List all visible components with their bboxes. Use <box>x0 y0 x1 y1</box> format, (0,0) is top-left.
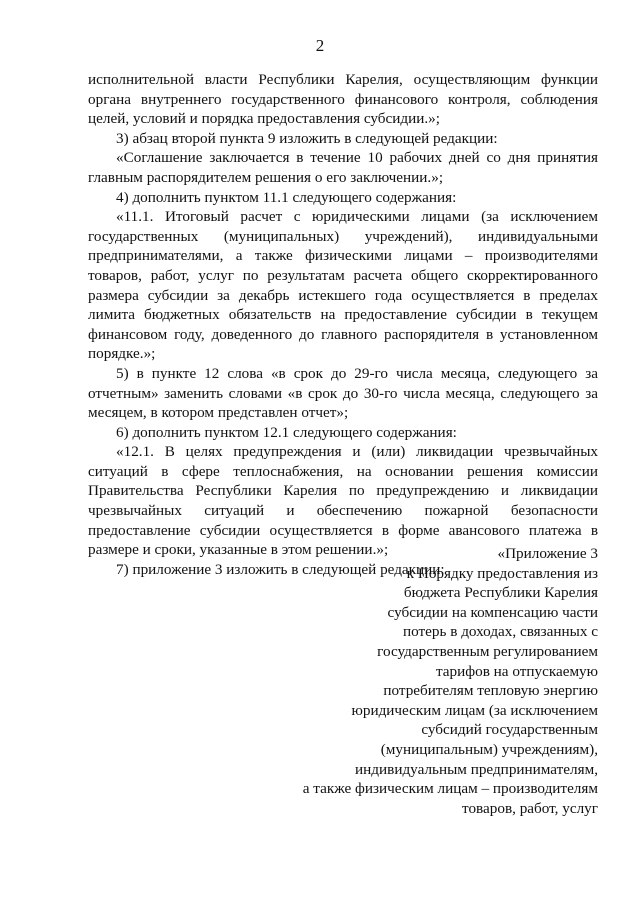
paragraph-item-6: 6) дополнить пунктом 12.1 следующего содержания: <box>116 423 457 441</box>
paragraph-item-7: 7) приложение 3 изложить в следующей редакции: <box>116 560 445 578</box>
paragraph-continuation: исполнительной власти Республики Карелия, осуществляющим функции органа внутреннего государственного финансового контроля, соблюдения целей, условий и порядка предоставления субсидии.»; <box>88 71 598 128</box>
appendix-header <box>268 544 598 818</box>
appendix-line: государственным регулированием <box>377 642 598 660</box>
paragraph-item-6-text: «12.1. В целях предупреждения и (или) ликвидации чрезвычайных ситуаций в сфере теплоснабжения, на основании решения комиссии Правительства Республики Карелия по предупреждению и ликвидации чрезвычайных ситуаций и обеспечению пожарной безопасности предоставление субсидии осуществляется в форме авансового платежа в размере и сроки, указанные в этом решении.»; <box>88 443 598 559</box>
appendix-line: а также физическим лицам – производителям <box>302 780 598 798</box>
appendix-line: тарифов на отпускаемую <box>435 662 598 680</box>
appendix-line: товаров, работ, услуг <box>462 799 598 817</box>
appendix-line: индивидуальным предпринимателям, <box>355 760 598 778</box>
appendix-line: потерь в доходах, связанных с <box>403 623 598 641</box>
page-number: 2 <box>315 36 325 55</box>
body-text <box>88 70 598 579</box>
paragraph-item-3: 3) абзац второй пункта 9 изложить в следующей редакции: <box>116 129 498 147</box>
appendix-line: бюджета Республики Карелия <box>403 584 598 602</box>
paragraph-item-5: 5) в пункте 12 слова «в срок до 29-го числа месяца, следующего за отчетным» заменить словами «в срок до 30-го числа месяца, следующего за месяцем, в котором представлен отчет»; <box>88 364 598 422</box>
appendix-line: юридическим лицам (за исключением <box>351 701 598 719</box>
paragraph-item-4-text: «11.1. Итоговый расчет с юридическими лицами (за исключением государственных (муниципальных) учреждений), индивидуальными предпринимателями, а также физическими лицами – производителями товаров, работ, услуг по результатам расчета общего скорректированного размера субсидии за декабрь истекшего года осуществляется в пределах лимита бюджетных обязательств на предоставление субсидии в текущем финансовом году, доведенного до главного распорядителя в установленном порядке.»; <box>88 208 598 363</box>
appendix-line: субсидий государственным <box>421 721 598 739</box>
paragraph-item-3-text: «Соглашение заключается в течение 10 рабочих дней со дня принятия главным распорядителем решения о его заключении.»; <box>88 149 598 186</box>
paragraph-item-4: 4) дополнить пунктом 11.1 следующего содержания: <box>116 188 457 206</box>
appendix-line: (муниципальным) учреждениям), <box>380 740 598 758</box>
appendix-line: к Порядку предоставления из <box>406 564 598 582</box>
appendix-line: потребителям тепловую энергию <box>383 682 598 700</box>
appendix-line: субсидии на компенсацию части <box>387 603 598 621</box>
appendix-line: «Приложение 3 <box>497 545 598 562</box>
